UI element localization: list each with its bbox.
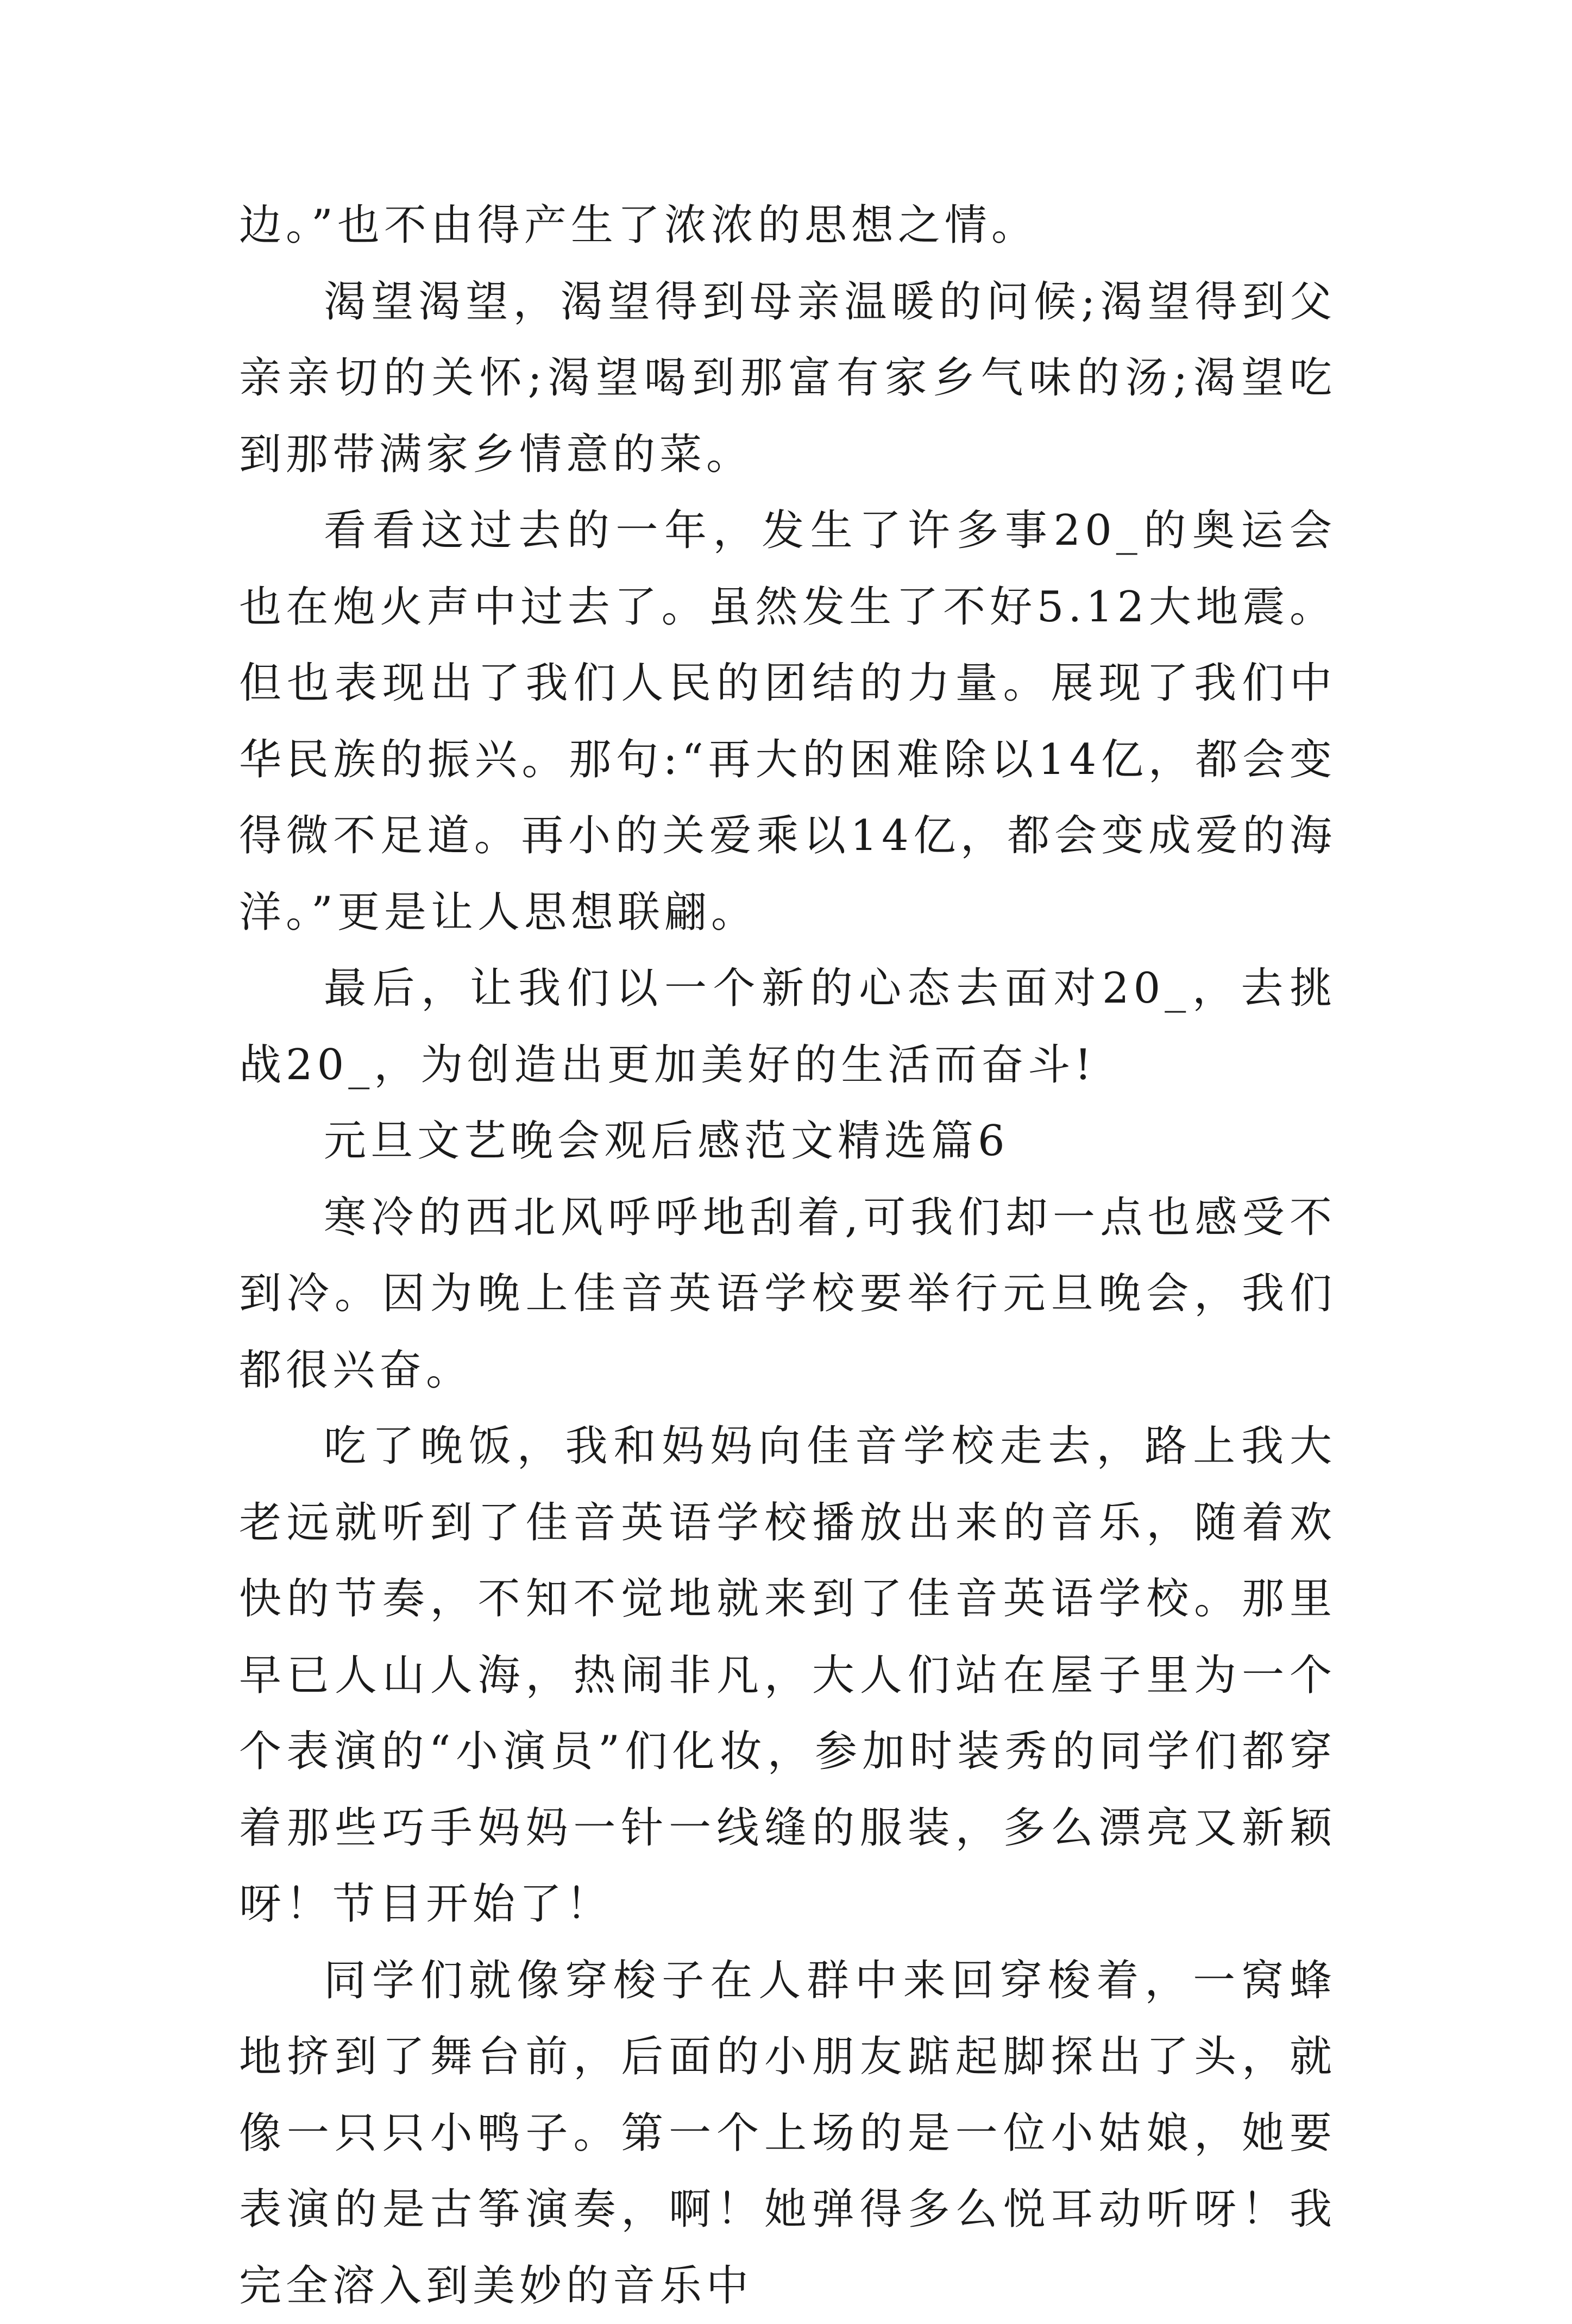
paragraph-conclusion: 最后，让我们以一个新的心态去面对20_，去挑战20_，为创造出更加美好的生活而奋斗!: [239, 950, 1336, 1103]
paragraph-past-year: 看看这过去的一年，发生了许多事20_的奥运会也在炮火声中过去了。虽然发生了不好5.12大地震。但也表现出了我们人民的团结的力量。展现了我们中华民族的振兴。那句:“再大的困难除以14亿，都会变得微不足道。再小的关爱乘以14亿，都会变成爱的海洋。”更是让人思想联翩。: [239, 493, 1336, 950]
paragraph-cold-wind: 寒冷的西北风呼呼地刮着,可我们却一点也感受不到冷。因为晚上佳音英语学校要举行元旦晚会，我们都很兴奋。: [239, 1180, 1336, 1409]
paragraph-longing: 渴望渴望，渴望得到母亲温暖的问候;渴望得到父亲亲切的关怀;渴望喝到那富有家乡气味的汤;渴望吃到那带满家乡情意的菜。: [239, 264, 1336, 493]
document-body: [239, 187, 1336, 2324]
paragraph-performance: 同学们就像穿梭子在人群中来回穿梭着，一窝蜂地挤到了舞台前，后面的小朋友踮起脚探出了头，就像一只只小鸭子。第一个上场的是一位小姑娘，她要表演的是古筝演奏，啊！她弹得多么悦耳动听呀！我完全溶入到美妙的音乐中: [239, 1943, 1336, 2324]
paragraph-continuation: 边。”也不由得产生了浓浓的思想之情。: [239, 187, 1336, 264]
section-heading: 元旦文艺晚会观后感范文精选篇6: [239, 1103, 1336, 1180]
paragraph-dinner: 吃了晚饭，我和妈妈向佳音学校走去，路上我大老远就听到了佳音英语学校播放出来的音乐，随着欢快的节奏，不知不觉地就来到了佳音英语学校。那里早已人山人海，热闹非凡，大人们站在屋子里为一个个表演的“小演员”们化妆，参加时装秀的同学们都穿着那些巧手妈妈一针一线缝的服装，多么漂亮又新颖呀！节目开始了！: [239, 1408, 1336, 1943]
